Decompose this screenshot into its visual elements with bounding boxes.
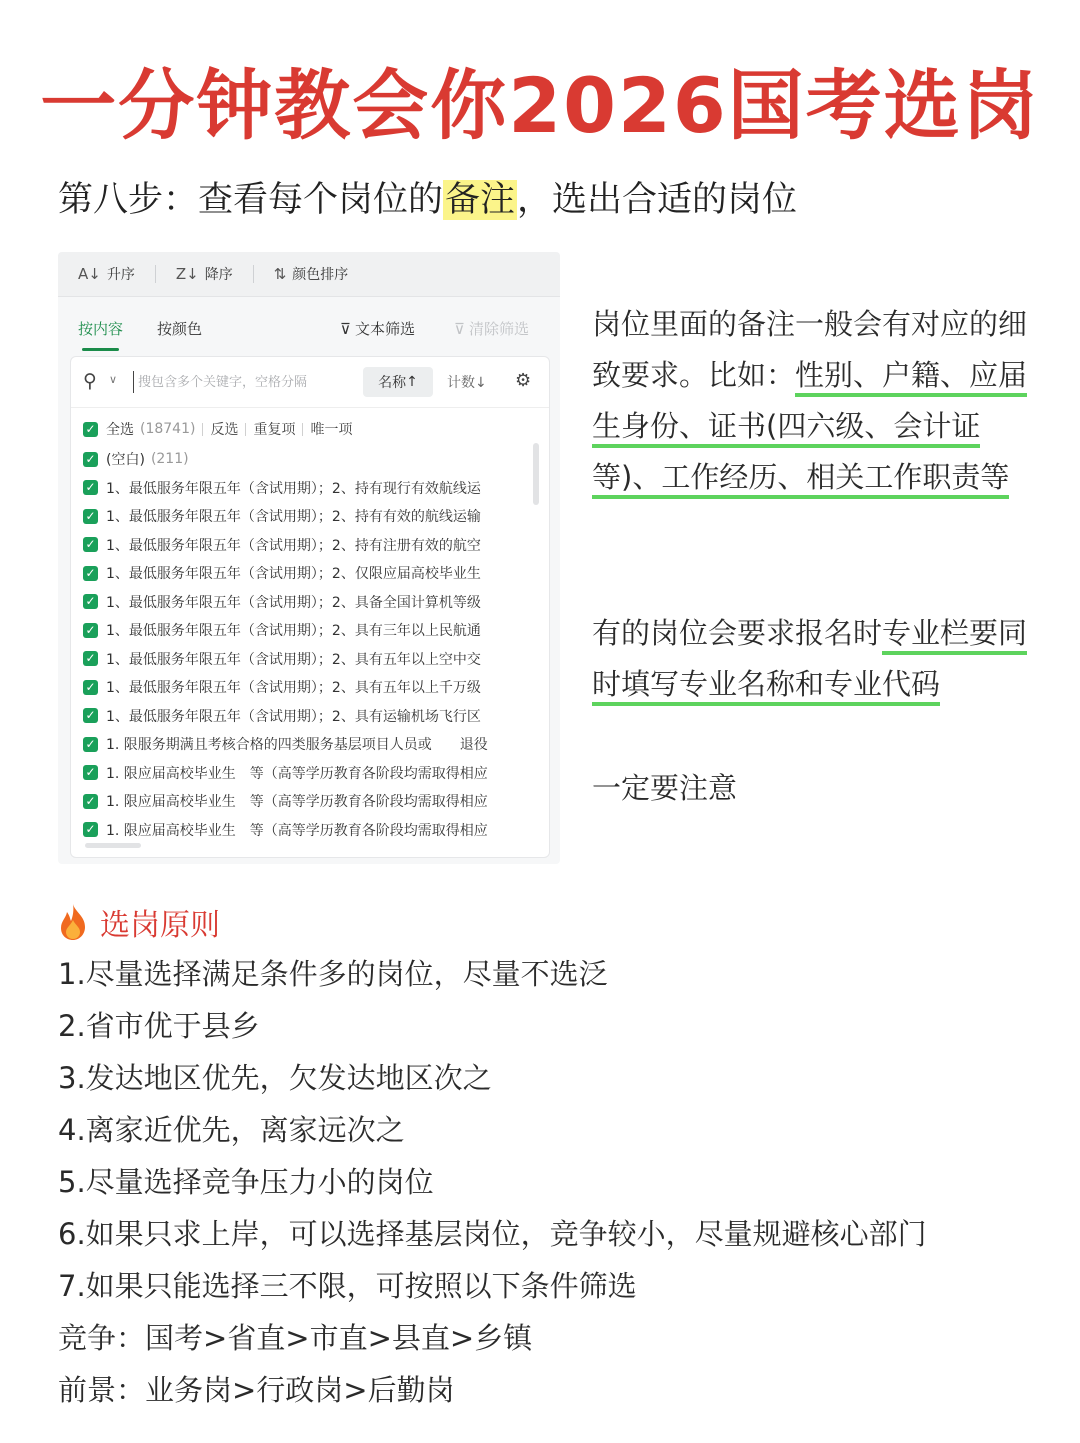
sort-desc-button[interactable]: [156, 252, 253, 296]
principle-item: 4.离家近优先，离家远次之: [58, 1113, 405, 1147]
page-title: 一分钟教会你2026国考选岗: [40, 61, 1040, 150]
fire-icon: [58, 903, 88, 941]
sort-asc-label: 升序: [106, 267, 135, 283]
duplicates-link[interactable]: 重复项: [253, 422, 296, 438]
color-sort-label: 颜色排序: [292, 267, 349, 283]
color-sort-button[interactable]: [254, 252, 369, 296]
checkbox-checked-icon[interactable]: ✓: [83, 794, 98, 809]
list-item[interactable]: [83, 559, 529, 587]
list-item-count: (211): [150, 451, 189, 467]
list-item[interactable]: [83, 645, 529, 673]
filter-list-box: [70, 356, 550, 858]
sort-desc-icon: Z↓: [175, 265, 199, 283]
principle-item: 2.省市优于县乡: [58, 1009, 260, 1043]
principles-heading: [58, 896, 220, 948]
list-item[interactable]: [83, 787, 529, 815]
list-item-label: (空白): [106, 452, 145, 468]
tab-by-color[interactable]: 按颜色: [157, 320, 203, 338]
checkbox-checked-icon[interactable]: ✓: [83, 452, 98, 467]
list-item[interactable]: [83, 730, 529, 758]
count-sort-label: 计数: [447, 375, 475, 391]
divider: [302, 423, 303, 436]
name-sort-label: 名称: [378, 375, 407, 391]
checkbox-checked-icon[interactable]: ✓: [83, 765, 98, 780]
name-sort-button[interactable]: [363, 367, 433, 397]
list-item[interactable]: [83, 531, 529, 559]
checkbox-checked-icon[interactable]: ✓: [83, 708, 98, 723]
invert-selection-link[interactable]: 反选: [210, 422, 239, 438]
step-suffix: ，选出合适的岗位: [517, 180, 798, 220]
principles-list: [58, 948, 927, 1416]
chevron-down-icon[interactable]: ∨: [109, 373, 118, 386]
list-item[interactable]: [83, 816, 529, 844]
select-all-row[interactable]: [83, 415, 529, 443]
arrow-down-icon: ↓: [475, 375, 487, 391]
sort-toolbar: [58, 252, 560, 297]
vertical-scrollbar[interactable]: [533, 443, 539, 505]
list-item-label: 1、最低服务年限五年（含试用期）；2、具有五年以上空中交: [106, 651, 481, 668]
search-row: [71, 357, 549, 408]
clear-filter-label: 清除筛选: [468, 320, 529, 338]
checkbox-checked-icon[interactable]: ✓: [83, 594, 98, 609]
checkbox-checked-icon[interactable]: ✓: [83, 422, 98, 437]
checkbox-checked-icon[interactable]: ✓: [83, 537, 98, 552]
list-item[interactable]: [83, 759, 529, 787]
sort-asc-button[interactable]: [58, 252, 155, 296]
filter-icon: ⊽: [340, 320, 351, 338]
note-major-text: 有的岗位会要求报名时: [592, 616, 883, 650]
list-item[interactable]: [83, 445, 529, 473]
checkbox-checked-icon[interactable]: ✓: [83, 623, 98, 638]
list-item-label: 1、最低服务年限五年（含试用期）；2、仅限应届高校毕业生: [106, 566, 481, 582]
list-item[interactable]: [83, 702, 529, 730]
divider: [245, 423, 246, 436]
underline-text: 应届生身份、证书(四六级、会: [592, 358, 1027, 448]
list-item[interactable]: [83, 588, 529, 616]
list-item-label: 1、最低服务年限五年（含试用期）；2、持有注册有效的航空: [106, 537, 481, 554]
underline-text: 性别、户籍、: [795, 358, 969, 397]
sort-asc-icon: A↓: [78, 265, 101, 283]
list-item-label: 1. 限应届高校毕业生 等（高等学历教育各阶段均需取得相应: [106, 794, 488, 810]
list-item-label: 1. 限服务期满且考核合格的四类服务基层项目人员或 退役: [106, 737, 488, 753]
filter-tabs: [58, 308, 560, 348]
list-item-label: 1、最低服务年限五年（含试用期）；2、持有现行有效航线运: [106, 480, 481, 497]
checkbox-checked-icon[interactable]: ✓: [83, 480, 98, 495]
underline-text: 专业栏要: [882, 616, 998, 655]
underline-text: 职责等: [922, 460, 1009, 499]
clear-filter-button[interactable]: [454, 318, 529, 339]
arrow-up-icon: ↑: [406, 374, 418, 390]
step-highlight: 备注: [445, 180, 516, 220]
principles-heading-label: 选岗原则: [100, 908, 220, 943]
horizontal-scrollbar[interactable]: [85, 843, 141, 848]
sort-desc-label: 降序: [204, 267, 233, 283]
unique-link[interactable]: 唯一项: [310, 422, 353, 438]
checkbox-checked-icon[interactable]: ✓: [83, 822, 98, 837]
note-attention: 一定要注意: [592, 771, 738, 805]
list-item[interactable]: [83, 502, 529, 530]
checkbox-checked-icon[interactable]: ✓: [83, 509, 98, 524]
divider: [202, 423, 203, 436]
checkbox-checked-icon[interactable]: ✓: [83, 566, 98, 581]
principle-item: 竞争：国考>省直>市直>县直>乡镇: [58, 1321, 533, 1355]
principle-item: 前景：业务岗>行政岗>后勤岗: [58, 1373, 455, 1407]
note-major-code: [592, 608, 1032, 710]
underline-text: 计证等)、工作经历、相关工作: [592, 409, 980, 499]
count-sort-button[interactable]: [447, 372, 487, 392]
principle-item: 1.尽量选择满足条件多的岗位，尽量不选泛: [58, 957, 608, 991]
filter-clear-icon: ⊽: [454, 320, 465, 338]
color-sort-icon: ⇅: [273, 265, 287, 283]
list-item-label: 1、最低服务年限五年（含试用期）；2、持有有效的航线运输: [106, 509, 481, 525]
search-input[interactable]: [133, 371, 350, 393]
filter-panel: [58, 252, 560, 864]
list-settings-icon[interactable]: ⚙: [515, 370, 532, 391]
tab-by-content[interactable]: 按内容: [78, 320, 124, 338]
list-item[interactable]: [83, 616, 529, 644]
step-prefix: 第八步：查看每个岗位的: [58, 180, 444, 220]
list-item-label: 1. 限应届高校毕业生 等（高等学历教育各阶段均需取得相应: [106, 765, 488, 782]
list-item-label: 1、最低服务年限五年（含试用期）；2、具有三年以上民航通: [106, 623, 481, 639]
principle-item: 6.如果只求上岸，可以选择基层岗位，竞争较小，尽量规避核心部门: [58, 1217, 927, 1251]
checkbox-checked-icon[interactable]: ✓: [83, 680, 98, 695]
list-item[interactable]: [83, 673, 529, 701]
text-filter-label: 文本筛选: [354, 320, 415, 338]
select-all-label: 全选: [106, 422, 134, 438]
text-filter-button[interactable]: [340, 318, 415, 339]
note-remarks-text: 岗位里面的备注一般会有对应的细致要求。比如：: [592, 307, 1028, 392]
principle-item: 5.尽量选择竞争压力小的岗位: [58, 1165, 434, 1199]
search-icon[interactable]: ⚲: [83, 370, 97, 392]
note-remarks: [592, 299, 1032, 503]
list-item[interactable]: [83, 474, 529, 502]
list-item-label: 1、最低服务年限五年（含试用期）；2、具备全国计算机等级: [106, 594, 481, 611]
select-all-count: (18741): [140, 421, 196, 437]
list-item-label: 1、最低服务年限五年（含试用期）；2、具有运输机场飞行区: [106, 708, 481, 725]
checkbox-checked-icon[interactable]: ✓: [83, 737, 98, 752]
checkbox-checked-icon[interactable]: ✓: [83, 651, 98, 666]
list-item-label: 1. 限应届高校毕业生 等（高等学历教育各阶段均需取得相应: [106, 822, 488, 839]
principle-item: 3.发达地区优先，欠发达地区次之: [58, 1061, 492, 1095]
underline-text: 同时填写专业名称和专业代码: [592, 616, 1027, 706]
list-item-label: 1、最低服务年限五年（含试用期）；2、具有五年以上千万级: [106, 680, 481, 696]
step-heading: [58, 172, 797, 228]
principle-item: 7.如果只能选择三不限，可按照以下条件筛选: [58, 1269, 637, 1303]
